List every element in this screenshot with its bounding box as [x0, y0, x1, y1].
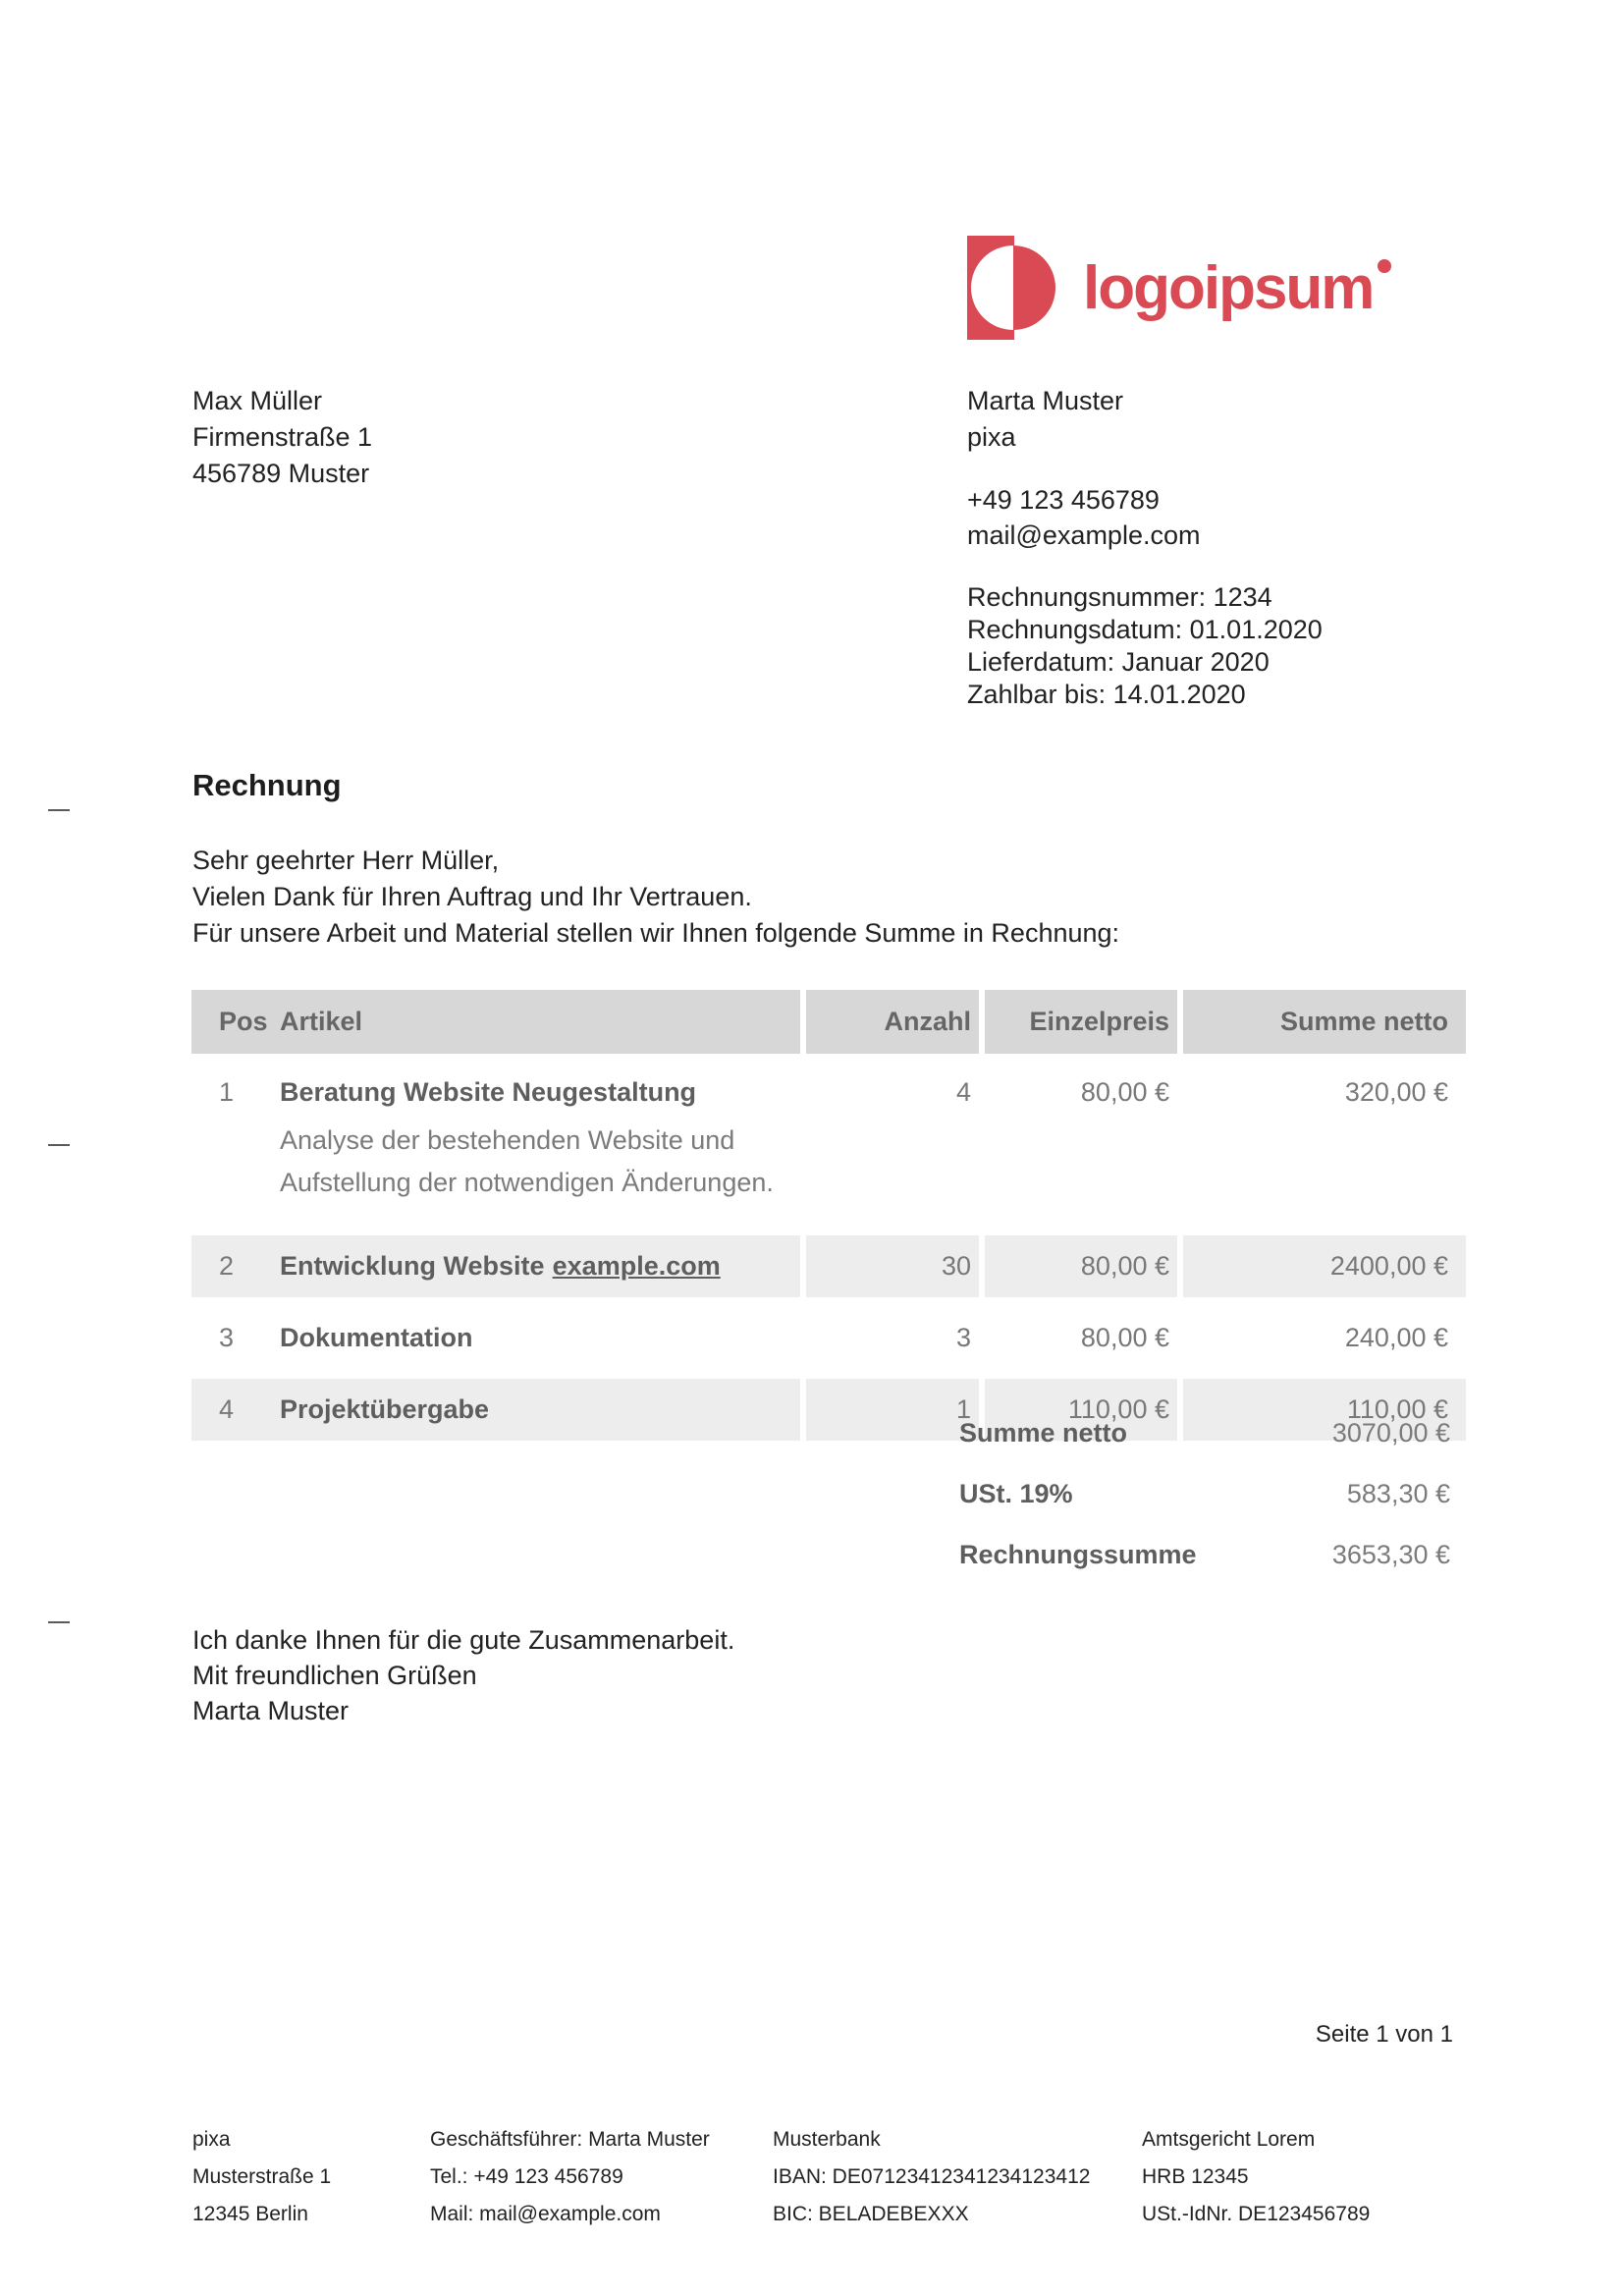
greeting-line: Sehr geehrter Herr Müller, [192, 846, 500, 875]
logo-dot-icon [1378, 259, 1391, 273]
item-quantity: 30 [806, 1235, 979, 1297]
sender-phone: +49 123 456789 [967, 485, 1160, 515]
footer-line: Musterbank [773, 2128, 881, 2151]
closing-line: Marta Muster [192, 1696, 350, 1725]
footer-contact [430, 2121, 710, 2233]
sender-block [967, 383, 1323, 711]
item-link[interactable]: example.com [552, 1251, 721, 1281]
table-row [191, 1307, 1468, 1369]
recipient-street: Firmenstraße 1 [192, 422, 373, 452]
item-cell [191, 1307, 800, 1369]
closing-text [192, 1622, 734, 1728]
totals-row-rechnungssumme [959, 1540, 1450, 1570]
totals-row-netto [959, 1418, 1450, 1449]
item-sum: 240,00 € [1344, 1323, 1448, 1352]
item-title: Dokumentation [280, 1323, 473, 1352]
footer-line: USt.-IdNr. DE123456789 [1142, 2203, 1371, 2225]
totals-row-ust [959, 1479, 1450, 1509]
item-description: Analyse der bestehenden Website und Aufstellung der notwendigen Änderungen. [280, 1125, 774, 1197]
page-indicator: Seite 1 von 1 [1315, 2021, 1453, 2048]
footer-registry [1142, 2121, 1370, 2233]
totals-block [959, 1418, 1450, 1601]
footer-line: Geschäftsführer: Marta Muster [430, 2128, 710, 2151]
totals-label: Summe netto [959, 1418, 1128, 1448]
col-header-anzahl: Anzahl [806, 990, 979, 1054]
logo-wordmark [1083, 253, 1391, 323]
footer-company-address [192, 2121, 331, 2233]
header-cell-artikel [191, 990, 800, 1054]
item-cell [191, 1064, 800, 1226]
item-pos: 4 [219, 1394, 235, 1424]
recipient-city: 456789 Muster [192, 459, 370, 488]
item-pos: 2 [219, 1251, 235, 1281]
invoice-date: Rechnungsdatum: 01.01.2020 [967, 615, 1323, 644]
greeting-line: Vielen Dank für Ihren Auftrag und Ihr Vertrauen. [192, 882, 752, 911]
totals-value: 583,30 € [1346, 1479, 1450, 1508]
item-body [280, 1251, 721, 1282]
due-date: Zahlbar bis: 14.01.2020 [967, 680, 1246, 709]
item-title: Projektübergabe [280, 1394, 490, 1424]
page-title: Rechnung [192, 768, 342, 802]
item-quantity: 4 [955, 1077, 971, 1107]
logo-mark-icon [967, 236, 1057, 340]
item-cell [191, 1235, 800, 1297]
table-row [191, 1064, 1468, 1226]
footer-line: 12345 Berlin [192, 2203, 308, 2225]
item-quantity: 1 [806, 1379, 979, 1441]
footer-line: pixa [192, 2128, 231, 2151]
footer-line: BIC: BELADEBEXXX [773, 2203, 969, 2225]
item-sum: 320,00 € [1344, 1077, 1448, 1107]
col-header-summe-netto: Summe netto [1183, 990, 1466, 1054]
footer-line: HRB 12345 [1142, 2165, 1249, 2188]
item-title: Entwicklung Website [280, 1251, 545, 1281]
greeting-text [192, 843, 1119, 952]
closing-line: Mit freundlichen Grüßen [192, 1661, 477, 1690]
footer-line: Musterstraße 1 [192, 2165, 332, 2188]
item-unit-price: 80,00 € [1080, 1323, 1169, 1352]
logo-circle-shape [971, 246, 1055, 330]
item-unit-price: 80,00 € [1080, 1077, 1169, 1107]
punch-mark-middle [48, 1144, 70, 1146]
footer-line: Mail: mail@example.com [430, 2203, 661, 2225]
logo-wordmark-text: logoipsum [1083, 253, 1374, 322]
footer-line: Amtsgericht Lorem [1142, 2128, 1316, 2151]
sender-name: Marta Muster [967, 386, 1124, 415]
closing-line: Ich danke Ihnen für die gute Zusammenarbeit. [192, 1625, 735, 1655]
col-header-pos: Pos [219, 1007, 268, 1036]
recipient-name: Max Müller [192, 386, 323, 415]
sender-email: mail@example.com [967, 520, 1201, 550]
totals-label: USt. 19% [959, 1479, 1073, 1508]
company-logo [967, 236, 1391, 340]
sender-company: pixa [967, 422, 1016, 452]
invoice-number: Rechnungsnummer: 1234 [967, 582, 1272, 612]
totals-label: Rechnungssumme [959, 1540, 1197, 1569]
invoice-items-table [191, 990, 1468, 1450]
table-row [191, 1235, 1468, 1297]
item-pos: 1 [219, 1077, 235, 1107]
footer-line: Tel.: +49 123 456789 [430, 2165, 623, 2188]
item-sum: 2400,00 € [1183, 1235, 1466, 1297]
item-unit-price: 110,00 € [985, 1379, 1177, 1441]
greeting-line: Für unsere Arbeit und Material stellen wir Ihnen folgende Summe in Rechnung: [192, 918, 1120, 948]
item-unit-price: 80,00 € [985, 1235, 1177, 1297]
fold-mark-bottom [48, 1621, 70, 1623]
item-body [280, 1077, 781, 1204]
footer-bank-details [773, 2121, 1090, 2233]
col-header-artikel: Artikel [280, 1007, 363, 1036]
item-quantity: 3 [955, 1323, 971, 1352]
totals-value: 3653,30 € [1331, 1540, 1450, 1569]
col-header-einzelpreis: Einzelpreis [985, 990, 1177, 1054]
delivery-date: Lieferdatum: Januar 2020 [967, 647, 1270, 677]
item-cell [191, 1379, 800, 1441]
footer-line: IBAN: DE07123412341234123412 [773, 2165, 1091, 2188]
table-header-row [191, 990, 1468, 1054]
item-sum: 110,00 € [1183, 1379, 1466, 1441]
item-title: Beratung Website Neugestaltung [280, 1077, 697, 1107]
fold-mark-top [48, 809, 70, 811]
totals-value: 3070,00 € [1331, 1418, 1450, 1448]
recipient-address [192, 383, 372, 492]
item-pos: 3 [219, 1323, 235, 1352]
